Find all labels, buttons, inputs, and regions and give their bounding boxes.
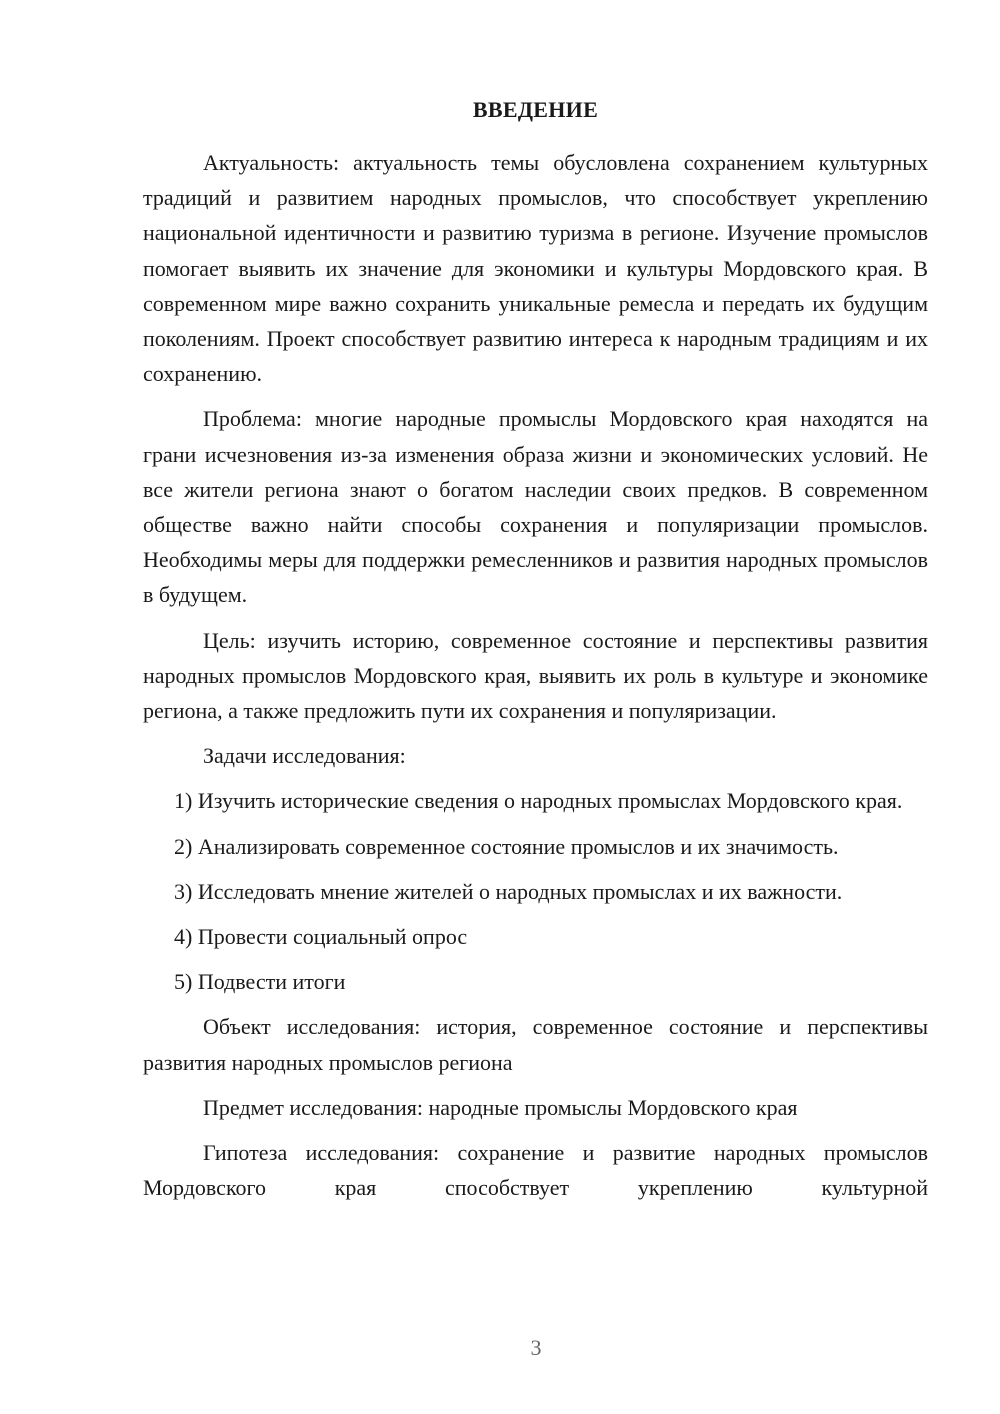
- paragraph-hypothesis: Гипотеза исследования: сохранение и развитие народных промыслов Мордовского края способствует укреплению культурной: [143, 1140, 928, 1201]
- task-item-1: 1) Изучить исторические сведения о народных промыслах Мордовского края.: [174, 788, 903, 814]
- task-item-3: 3) Исследовать мнение жителей о народных промыслах и их важности.: [174, 878, 843, 904]
- document-title: ВВЕДЕНИЕ: [472, 97, 599, 122]
- tasks-heading: Задачи исследования:: [203, 743, 406, 769]
- paragraph-problem: Проблема: многие народные промыслы Мордовского края находятся на грани исчезновения из-за изменения образа жизни и экономических условий. Не все жители региона знают о богатом наследии своих предков. В современном обществе важно найти способы сохранения и популяризации промыслов. Необходимы меры для поддержки ремесленников и развития народных промыслов в будущем.: [143, 406, 928, 608]
- paragraph-object: Объект исследования: история, современное состояние и перспективы развития народных промыслов региона: [143, 1014, 928, 1075]
- page-number: 3: [530, 1335, 542, 1360]
- paragraph-relevance: Актуальность: актуальность темы обусловлена сохранением культурных традиций и развитием народных промыслов, что способствует укреплению национальной идентичности и развитию туризма в регионе. Изучение промыслов помогает выявить их значение для экономики и культуры Мордовского края. В современном мире важно сохранить уникальные ремесла и передать их будущим поколениям. Проект способствует развитию интереса к народным традициям и их сохранению.: [143, 150, 928, 387]
- paragraph-goal: Цель: изучить историю, современное состояние и перспективы развития народных промыслов Мордовского края, выявить их роль в культуре и экономике региона, а также предложить пути их сохранения и популяризации.: [143, 627, 928, 724]
- paragraph-subject: Предмет исследования: народные промыслы Мордовского края: [203, 1094, 798, 1120]
- task-item-2: 2) Анализировать современное состояние промыслов и их значимость.: [174, 833, 839, 859]
- document-page: [143, 95, 928, 1215]
- task-item-4: 4) Провести социальный опрос: [174, 924, 468, 950]
- task-item-5: 5) Подвести итоги: [174, 969, 346, 995]
